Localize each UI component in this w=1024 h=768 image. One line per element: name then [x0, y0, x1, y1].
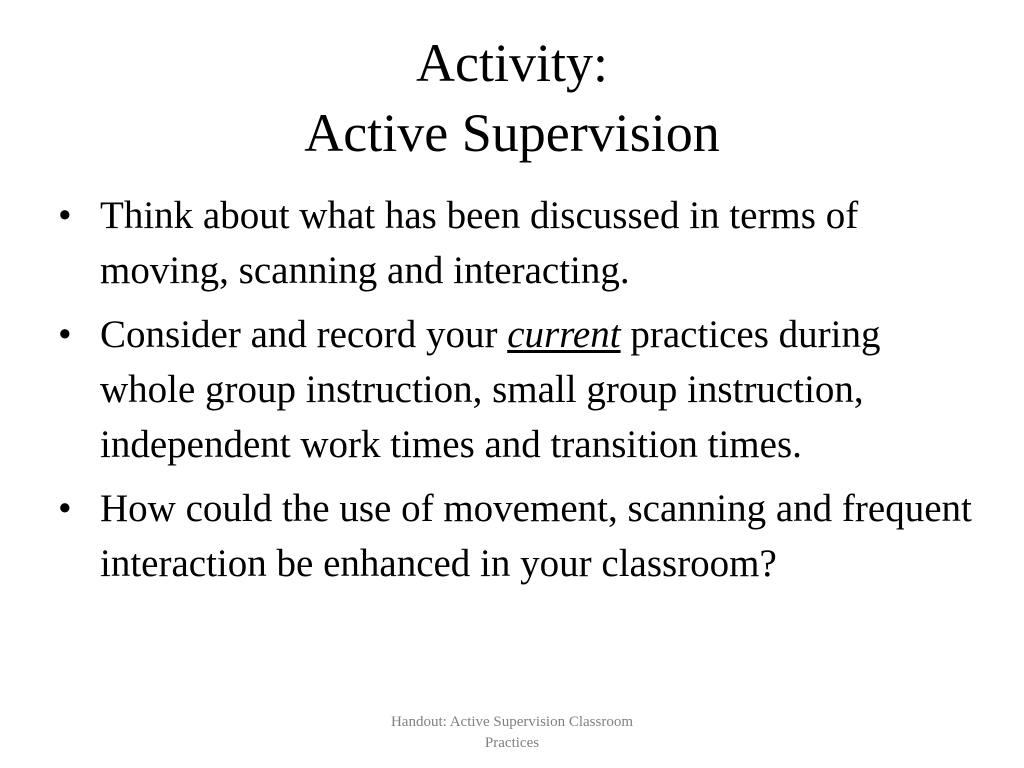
bullet-text-3: How could the use of movement, scanning and frequent interaction be enhanced in your classroom? — [100, 487, 972, 585]
bullet-item-2 — [58, 307, 978, 472]
bullet-item-3 — [58, 481, 978, 591]
slide-footer — [362, 712, 662, 754]
bullet-icon: • — [58, 313, 72, 356]
bullet-text-1: Think about what has been discussed in terms of moving, scanning and interacting. — [100, 194, 859, 292]
bullet-text-2-before: Consider and record your — [100, 313, 508, 356]
slide-title — [0, 28, 1024, 168]
footer-line-1: Handout: Active Supervision Classroom — [390, 714, 634, 730]
bullet-icon: • — [58, 194, 72, 237]
bullet-icon: • — [58, 487, 72, 530]
bullet-text-2-after: practices during whole group instruction, small group instruction, independent work times and transition times. — [100, 313, 881, 466]
title-line-2: Active Supervision — [304, 103, 720, 163]
footer-line-2: Practices — [484, 735, 540, 751]
bullet-list — [58, 188, 978, 600]
bullet-text-2-emphasis: current — [507, 313, 621, 356]
bullet-item-1 — [58, 188, 978, 298]
title-line-1: Activity: — [416, 33, 608, 93]
